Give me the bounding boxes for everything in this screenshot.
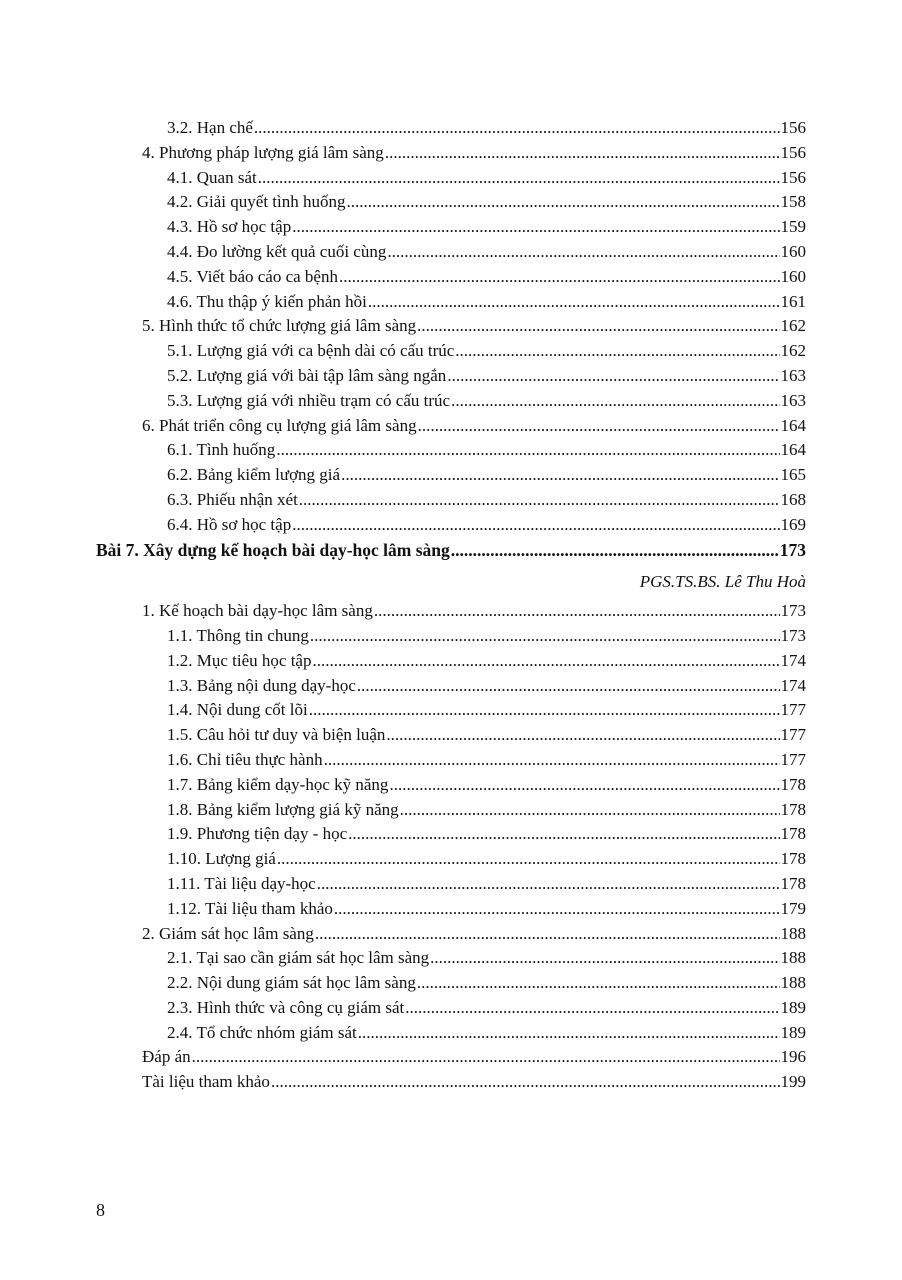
toc-entry-page: 173 bbox=[780, 625, 806, 645]
toc-entry-page: 165 bbox=[780, 465, 806, 485]
toc-leader-dots bbox=[254, 116, 780, 141]
toc-entry[interactable] bbox=[0, 872, 902, 897]
toc-entry[interactable] bbox=[0, 971, 902, 996]
toc-leader-dots bbox=[386, 723, 779, 748]
toc-leader-dots bbox=[451, 389, 779, 414]
toc-entry-title: 6.3. Phiếu nhận xét bbox=[167, 489, 298, 509]
toc-entry-title: 1.2. Mục tiêu học tập bbox=[167, 650, 312, 670]
toc-entry-page: 177 bbox=[780, 725, 806, 745]
toc-entry-page: 189 bbox=[780, 1022, 806, 1042]
toc-entry[interactable] bbox=[0, 166, 902, 191]
toc-entry-page: 177 bbox=[780, 700, 806, 720]
toc-entry-page: 178 bbox=[780, 774, 806, 794]
toc-entry-title: 1. Kế hoạch bài dạy-học lâm sàng bbox=[142, 601, 373, 621]
toc-entry[interactable] bbox=[0, 1045, 902, 1070]
toc-entry-page: 189 bbox=[780, 997, 806, 1017]
toc-leader-dots bbox=[358, 1021, 780, 1046]
toc-entry-page: 162 bbox=[780, 341, 806, 361]
toc-entry[interactable] bbox=[0, 488, 902, 513]
toc-entry[interactable] bbox=[0, 996, 902, 1021]
toc-entry-title: 6. Phát triển công cụ lượng giá lâm sàng bbox=[142, 415, 417, 435]
toc-entry-page: 188 bbox=[780, 923, 806, 943]
toc-entry[interactable] bbox=[0, 290, 902, 315]
toc-leader-dots bbox=[334, 897, 780, 922]
toc-leader-dots bbox=[317, 872, 780, 897]
toc-leader-dots bbox=[447, 364, 779, 389]
toc-entry-title: 1.12. Tài liệu tham khảo bbox=[167, 898, 333, 918]
toc-leader-dots bbox=[418, 414, 780, 439]
toc-entry-title: 1.10. Lượng giá bbox=[167, 849, 276, 869]
toc-entry[interactable] bbox=[0, 674, 902, 699]
toc-entry[interactable] bbox=[0, 847, 902, 872]
toc-entry-title: 2.4. Tổ chức nhóm giám sát bbox=[167, 1022, 357, 1042]
toc-entry-page: 179 bbox=[780, 898, 806, 918]
toc-leader-dots bbox=[346, 190, 779, 215]
toc-entry-page: 160 bbox=[780, 241, 806, 261]
toc-entry-page: 164 bbox=[780, 415, 806, 435]
toc-entry-title: 5. Hình thức tổ chức lượng giá lâm sàng bbox=[142, 316, 417, 336]
toc-leader-dots bbox=[451, 538, 779, 563]
toc-section-before bbox=[0, 116, 902, 562]
toc-leader-dots bbox=[324, 748, 780, 773]
toc-entry[interactable] bbox=[0, 364, 902, 389]
toc-leader-dots bbox=[400, 798, 780, 823]
toc-entry-page: 156 bbox=[780, 167, 806, 187]
toc-entry[interactable] bbox=[0, 314, 902, 339]
toc-entry[interactable] bbox=[0, 414, 902, 439]
toc-entry-title: Đáp án bbox=[142, 1047, 191, 1067]
toc-entry[interactable] bbox=[0, 215, 902, 240]
toc-entry-page: 163 bbox=[780, 365, 806, 385]
toc-leader-dots bbox=[417, 314, 779, 339]
toc-entry[interactable] bbox=[0, 624, 902, 649]
toc-entry-title: 4.2. Giải quyết tình huống bbox=[167, 192, 346, 212]
toc-entry-title: 1.9. Phương tiện dạy - học bbox=[167, 824, 348, 844]
toc-entry-page: 168 bbox=[780, 489, 806, 509]
toc-entry-title: 2.2. Nội dung giám sát học lâm sàng bbox=[167, 973, 416, 993]
toc-entry-page: 188 bbox=[780, 948, 806, 968]
toc-entry-page: 174 bbox=[780, 675, 806, 695]
toc-entry-page: 199 bbox=[780, 1072, 806, 1092]
toc-entry-title: 4.6. Thu thập ý kiến phản hồi bbox=[167, 291, 367, 311]
toc-entry-page: 174 bbox=[780, 650, 806, 670]
toc-entry-page: 160 bbox=[780, 266, 806, 286]
toc-entry[interactable] bbox=[0, 698, 902, 723]
toc-entry-title: 3.2. Hạn chế bbox=[167, 118, 253, 137]
toc-leader-dots bbox=[258, 166, 780, 191]
toc-entry-page: 196 bbox=[780, 1047, 806, 1067]
toc-entry[interactable] bbox=[0, 822, 902, 847]
toc-chapter-entry[interactable] bbox=[0, 538, 902, 563]
toc-entry[interactable] bbox=[0, 513, 902, 538]
toc-leader-dots bbox=[455, 339, 779, 364]
toc-leader-dots bbox=[310, 624, 780, 649]
toc-entry-title: 4.1. Quan sát bbox=[167, 167, 257, 187]
toc-entry[interactable] bbox=[0, 1070, 902, 1095]
toc-entry-title: 4. Phương pháp lượng giá lâm sàng bbox=[142, 142, 384, 162]
toc-leader-dots bbox=[387, 240, 779, 265]
toc-entry-page: 178 bbox=[780, 799, 806, 819]
toc-entry[interactable] bbox=[0, 922, 902, 947]
toc-leader-dots bbox=[417, 971, 780, 996]
toc-entry[interactable] bbox=[0, 265, 902, 290]
toc-entry-title: 5.2. Lượng giá với bài tập lâm sàng ngắn bbox=[167, 365, 447, 385]
toc-leader-dots bbox=[292, 215, 779, 240]
toc-entry-title: 1.1. Thông tin chung bbox=[167, 625, 309, 645]
toc-entry-title: 1.6. Chỉ tiêu thực hành bbox=[167, 749, 323, 769]
toc-leader-dots bbox=[374, 599, 780, 624]
toc-entry-title: 2.1. Tại sao cần giám sát học lâm sàng bbox=[167, 948, 430, 968]
toc-entry-page: 161 bbox=[780, 291, 806, 311]
toc-leader-dots bbox=[277, 847, 780, 872]
toc-entry-page: 164 bbox=[780, 440, 806, 460]
toc-leader-dots bbox=[312, 649, 779, 674]
toc-entry-title: 4.5. Viết báo cáo ca bệnh bbox=[167, 266, 338, 286]
toc-entry-title: 1.8. Bảng kiểm lượng giá kỹ năng bbox=[167, 799, 399, 819]
toc-entry-title: 6.4. Hồ sơ học tập bbox=[167, 514, 292, 534]
toc-leader-dots bbox=[315, 922, 780, 947]
toc-entry-title: 1.5. Câu hỏi tư duy và biện luận bbox=[167, 725, 386, 745]
toc-leader-dots bbox=[339, 265, 780, 290]
toc-entry-page: 173 bbox=[780, 601, 806, 621]
toc-entry[interactable] bbox=[0, 1021, 902, 1046]
toc-entry-page: 162 bbox=[780, 316, 806, 336]
toc-entry-page: 188 bbox=[780, 973, 806, 993]
toc-leader-dots bbox=[405, 996, 779, 1021]
toc-leader-dots bbox=[385, 141, 780, 166]
toc-leader-dots bbox=[292, 513, 779, 538]
toc-entry-title: 1.3. Bảng nội dung dạy-học bbox=[167, 675, 356, 695]
toc-leader-dots bbox=[276, 438, 779, 463]
toc-entry[interactable] bbox=[0, 438, 902, 463]
toc-leader-dots bbox=[348, 822, 779, 847]
toc-entry-title: 6.2. Bảng kiểm lượng giá bbox=[167, 465, 341, 485]
toc-entry-title: 1.11. Tài liệu dạy-học bbox=[167, 873, 316, 893]
toc-entry[interactable] bbox=[0, 798, 902, 823]
toc-leader-dots bbox=[341, 463, 779, 488]
chapter-author: PGS.TS.BS. Lê Thu Hoà bbox=[639, 572, 806, 592]
toc-entry-title: 2.3. Hình thức và công cụ giám sát bbox=[167, 997, 405, 1017]
toc-leader-dots bbox=[389, 773, 779, 798]
toc-entry[interactable] bbox=[0, 748, 902, 773]
toc-entry-page: 169 bbox=[780, 514, 806, 534]
toc-leader-dots bbox=[271, 1070, 780, 1095]
table-of-contents bbox=[0, 116, 902, 1095]
toc-entry-page: 156 bbox=[780, 142, 806, 162]
toc-entry-page: 178 bbox=[780, 873, 806, 893]
toc-entry[interactable] bbox=[0, 897, 902, 922]
toc-entry-page: 158 bbox=[780, 192, 806, 212]
toc-leader-dots bbox=[192, 1045, 780, 1070]
toc-entry-title: 2. Giám sát học lâm sàng bbox=[142, 923, 314, 943]
toc-entry-page: 178 bbox=[780, 824, 806, 844]
toc-entry-title: 4.3. Hồ sơ học tập bbox=[167, 217, 292, 237]
toc-entry-page: 159 bbox=[780, 217, 806, 237]
toc-entry-title: Tài liệu tham khảo bbox=[142, 1072, 270, 1092]
toc-leader-dots bbox=[430, 946, 779, 971]
toc-entry[interactable] bbox=[0, 190, 902, 215]
toc-entry[interactable] bbox=[0, 773, 902, 798]
page-number: 8 bbox=[96, 1200, 105, 1220]
toc-entry[interactable] bbox=[0, 116, 902, 141]
toc-entry-page: 178 bbox=[780, 849, 806, 869]
toc-entry-page: 163 bbox=[780, 390, 806, 410]
toc-entry[interactable] bbox=[0, 339, 902, 364]
toc-entry-title: 1.4. Nội dung cốt lõi bbox=[167, 700, 308, 720]
toc-entry-page: 173 bbox=[779, 539, 806, 560]
toc-entry-title: 6.1. Tình huống bbox=[167, 440, 276, 460]
toc-leader-dots bbox=[357, 674, 780, 699]
toc-entry[interactable] bbox=[0, 463, 902, 488]
toc-entry-title: 4.4. Đo lường kết quả cuối cùng bbox=[167, 241, 387, 261]
toc-entry[interactable] bbox=[0, 649, 902, 674]
toc-section-after bbox=[0, 599, 902, 1095]
toc-leader-dots bbox=[309, 698, 780, 723]
toc-leader-dots bbox=[299, 488, 780, 513]
toc-entry[interactable] bbox=[0, 599, 902, 624]
toc-entry-page: 156 bbox=[780, 118, 806, 137]
toc-entry-title: Bài 7. Xây dựng kế hoạch bài dạy-học lâm sàng bbox=[96, 539, 450, 560]
toc-entry[interactable] bbox=[0, 389, 902, 414]
toc-entry[interactable] bbox=[0, 723, 902, 748]
toc-entry[interactable] bbox=[0, 946, 902, 971]
toc-entry-title: 5.3. Lượng giá với nhiều trạm có cấu trúc bbox=[167, 390, 451, 410]
toc-entry[interactable] bbox=[0, 240, 902, 265]
toc-entry-title: 1.7. Bảng kiểm dạy-học kỹ năng bbox=[167, 774, 389, 794]
toc-entry[interactable] bbox=[0, 141, 902, 166]
toc-entry-page: 177 bbox=[780, 749, 806, 769]
toc-leader-dots bbox=[368, 290, 780, 315]
toc-entry-title: 5.1. Lượng giá với ca bệnh dài có cấu trúc bbox=[167, 341, 455, 361]
